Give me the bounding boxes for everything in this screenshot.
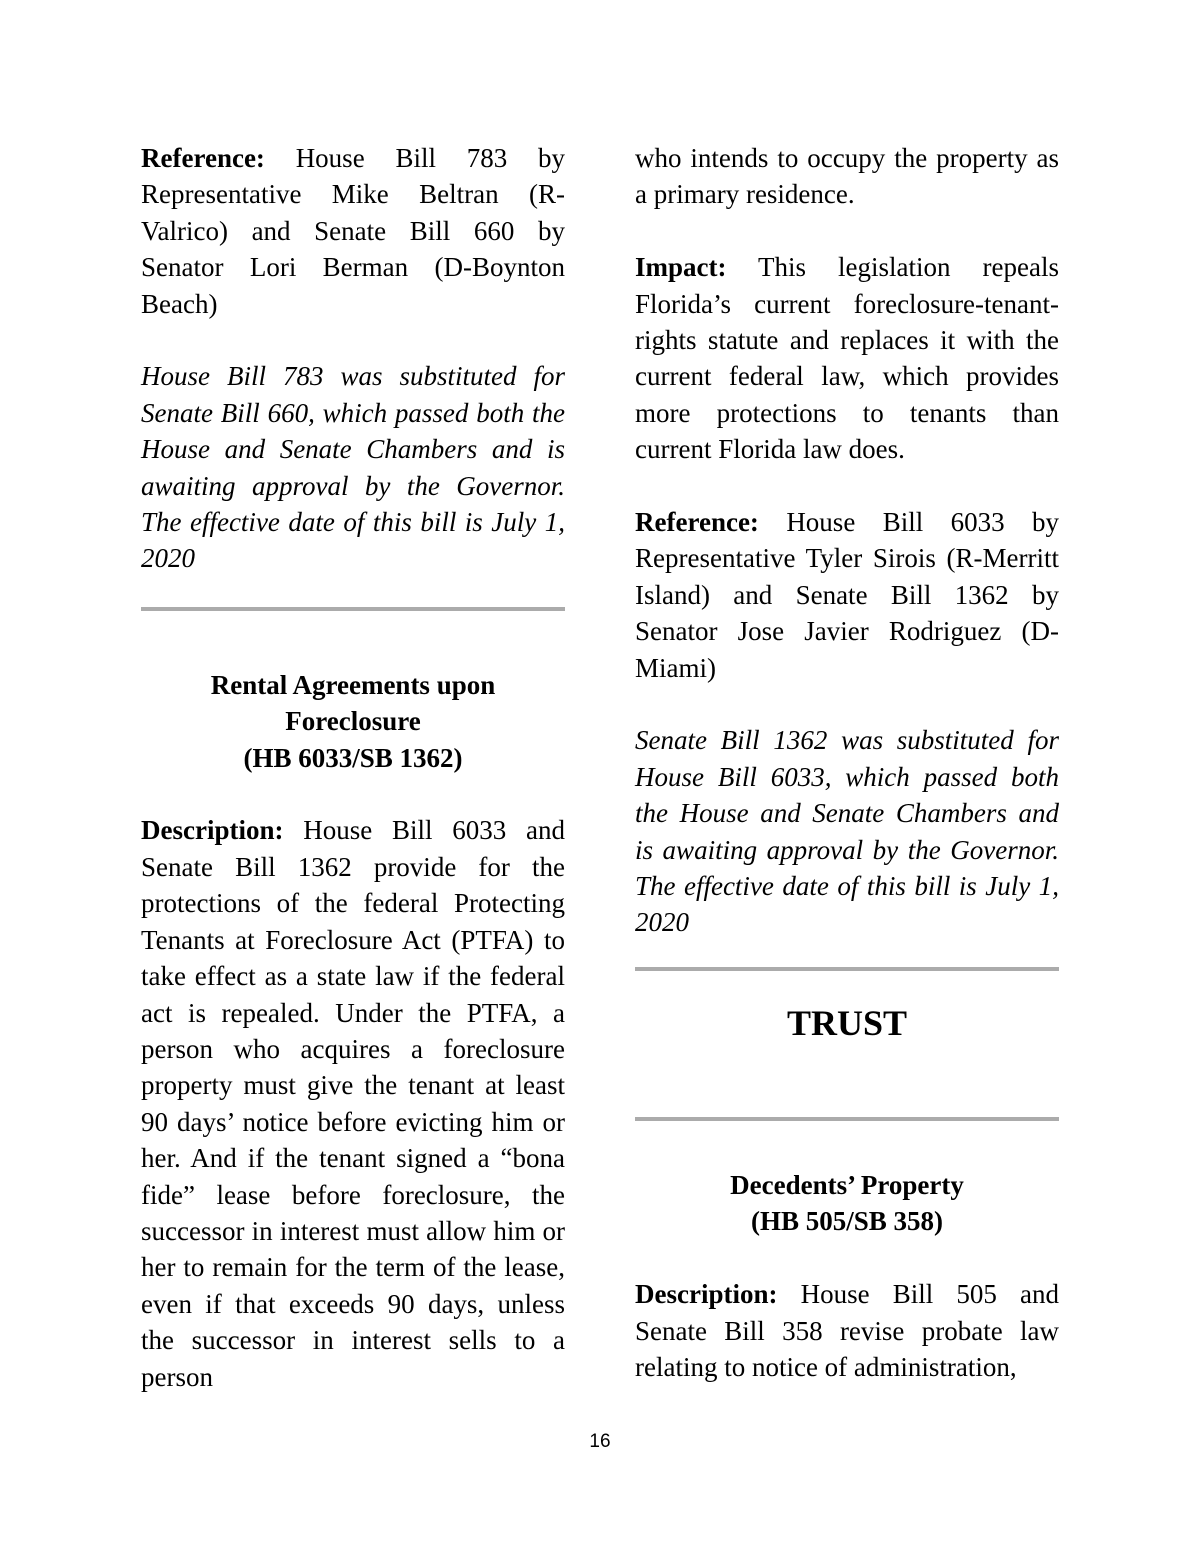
reference-label: Reference:	[635, 507, 759, 538]
reference-text: House Bill 6033 by Representative Tyler Sirois (R-Merritt Island) and Senate Bill 1362 by Senator Jose Javier Rodriguez (D-Miami)	[635, 507, 1059, 683]
section-title-rental-agreements	[141, 667, 565, 776]
status-paragraph: Senate Bill 1362 was substituted for House Bill 6033, which passed both the House and Senate Chambers and is awaiting approval by the Governor. The effective date of this bill is July 1, 2020	[635, 725, 1059, 938]
description-paragraph	[635, 1276, 1059, 1385]
description-text: House Bill 505 and Senate Bill 358 revise probate law relating to notice of administration,	[635, 1279, 1059, 1382]
section-title-line: Rental Agreements upon	[210, 669, 496, 700]
section-divider	[635, 967, 1059, 971]
page-number: 16	[589, 1431, 611, 1452]
reference-text: House Bill 783 by Representative Mike Beltran (R-Valrico) and Senate Bill 660 by Senator Lori Berman (D-Boynton Beach)	[141, 143, 565, 319]
reference-paragraph	[141, 140, 565, 322]
description-label: Description:	[141, 815, 284, 846]
description-paragraph	[141, 812, 565, 1395]
section-divider	[635, 1117, 1059, 1121]
section-title-decedents-property	[635, 1167, 1059, 1240]
trust-heading: TRUST	[786, 1002, 908, 1043]
description-label: Description:	[635, 1279, 778, 1310]
section-title-line: Decedents’ Property	[730, 1169, 964, 1200]
right-column	[635, 140, 1059, 1385]
impact-paragraph	[635, 249, 1059, 467]
section-divider	[141, 607, 565, 611]
description-text: House Bill 6033 and Senate Bill 1362 provide for the protections of the federal Protecting Tenants at Foreclosure Act (PTFA) to take effect as a state law if the federal act is repealed. Under the PTFA, a person who acquires a foreclosure property must give the tenant at least 90 days’ notice before evicting him or her. And if the tenant signed a “bona fide” lease before foreclosure, the successor in interest must allow him or her to remain for the term of the lease, even if that exceeds 90 days, unless the successor in interest sells to a person	[141, 815, 565, 1392]
left-column	[141, 140, 565, 1395]
impact-label: Impact:	[635, 252, 727, 283]
reference-label: Reference:	[141, 143, 265, 173]
reference-paragraph	[635, 504, 1059, 686]
section-title-line: Foreclosure	[285, 706, 421, 737]
section-title-line: (HB 6033/SB 1362)	[243, 742, 463, 773]
status-paragraph: House Bill 783 was substituted for Senate Bill 660, which passed both the House and Senate Chambers and is awaiting approval by the Governor. The effective date of this bill is July 1, 2020	[141, 361, 565, 574]
impact-text: This legislation repeals Florida’s current foreclosure-tenant-rights statute and replaces it with the current federal law, which provides more protections to tenants than current Florida law does.	[635, 252, 1059, 465]
continuation-paragraph: who intends to occupy the property as a primary residence.	[635, 143, 1059, 210]
section-title-line: (HB 505/SB 358)	[750, 1206, 944, 1237]
